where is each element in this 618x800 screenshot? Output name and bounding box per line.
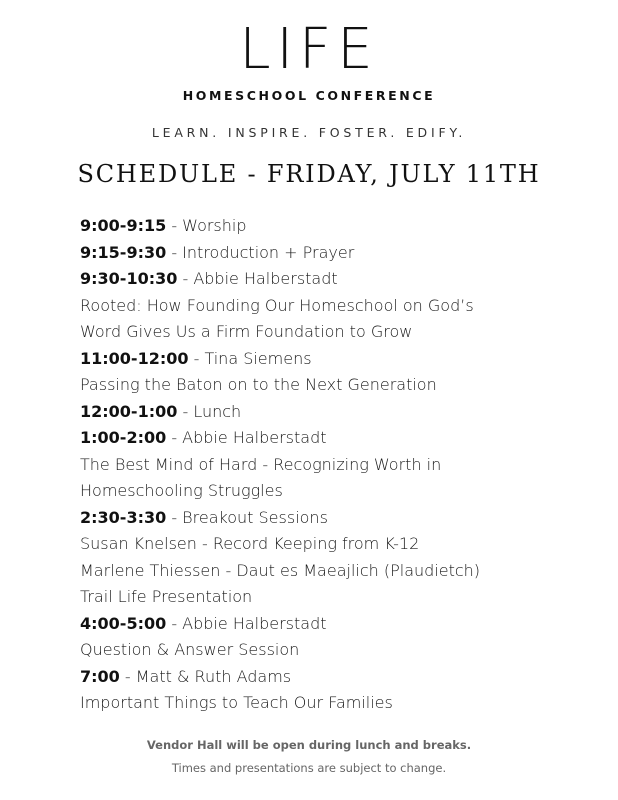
- schedule-time: 7:00: [80, 666, 120, 686]
- schedule-time: 9:30-10:30: [80, 269, 178, 288]
- logo-title: LIFE: [239, 17, 379, 82]
- conference-subtitle: HOMESCHOOL CONFERENCE: [182, 88, 436, 103]
- schedule-line: [80, 319, 580, 346]
- schedule-text: - Worship: [166, 216, 247, 235]
- schedule-text: Word Gives Us a Firm Foundation to Grow: [80, 322, 413, 341]
- schedule-text: Rooted: How Founding Our Homeschool on God’s: [80, 295, 474, 315]
- schedule-text: - Matt & Ruth Adams: [119, 666, 292, 686]
- schedule-heading: SCHEDULE - FRIDAY, JULY 11TH: [77, 160, 541, 188]
- schedule-text: Important Things to Teach Our Families: [80, 693, 393, 712]
- schedule-line: [80, 452, 580, 479]
- schedule-text: Susan Knelsen - Record Keeping from K-12: [80, 534, 420, 553]
- schedule-line: [80, 690, 580, 717]
- schedule-time: 9:15-9:30: [80, 242, 167, 262]
- schedule-time: 9:00-9:15: [80, 216, 167, 235]
- schedule-time: 12:00-1:00: [80, 401, 178, 421]
- schedule-list: [80, 213, 580, 717]
- tagline: LEARN. INSPIRE. FOSTER. EDIFY.: [151, 125, 467, 140]
- schedule-line: [80, 240, 580, 267]
- schedule-line: [80, 213, 580, 240]
- schedule-text: - Abbie Halberstadt: [177, 269, 338, 288]
- schedule-text: Trail Life Presentation: [80, 587, 253, 606]
- schedule-line: [80, 346, 580, 373]
- schedule-line: [80, 558, 580, 585]
- schedule-line: [80, 611, 580, 638]
- schedule-line: [80, 425, 580, 452]
- vendor-hall-note: Vendor Hall will be open during lunch and breaks.: [146, 738, 472, 752]
- schedule-text: The Best Mind of Hard - Recognizing Worth in: [80, 454, 442, 474]
- schedule-line: [80, 531, 580, 558]
- schedule-line: [80, 293, 580, 320]
- schedule-time: 2:30-3:30: [80, 507, 167, 527]
- schedule-line: [80, 478, 580, 505]
- schedule-text: - Introduction + Prayer: [166, 242, 355, 262]
- schedule-time: 4:00-5:00: [80, 613, 167, 633]
- schedule-time: 11:00-12:00: [80, 348, 189, 368]
- schedule-text: - Breakout Sessions: [166, 507, 328, 527]
- schedule-text: - Abbie Halberstadt: [166, 428, 327, 447]
- schedule-line: [80, 505, 580, 532]
- schedule-text: - Tina Siemens: [188, 348, 312, 368]
- schedule-text: - Abbie Halberstadt: [166, 613, 327, 633]
- schedule-time: 1:00-2:00: [80, 428, 167, 447]
- schedule-line: [80, 584, 580, 611]
- schedule-text: Marlene Thiessen - Daut es Maeajlich (Plaudietch): [80, 560, 481, 580]
- schedule-text: Passing the Baton on to the Next Generation: [80, 375, 437, 394]
- schedule-line: [80, 399, 580, 426]
- schedule-line: [80, 664, 580, 691]
- schedule-text: Homeschooling Struggles: [80, 481, 283, 500]
- schedule-text: - Lunch: [177, 401, 242, 421]
- schedule-line: [80, 266, 580, 293]
- schedule-line: [80, 372, 580, 399]
- schedule-text: Question & Answer Session: [80, 640, 300, 659]
- schedule-line: [80, 637, 580, 664]
- schedule-disclaimer: Times and presentations are subject to change.: [171, 761, 447, 775]
